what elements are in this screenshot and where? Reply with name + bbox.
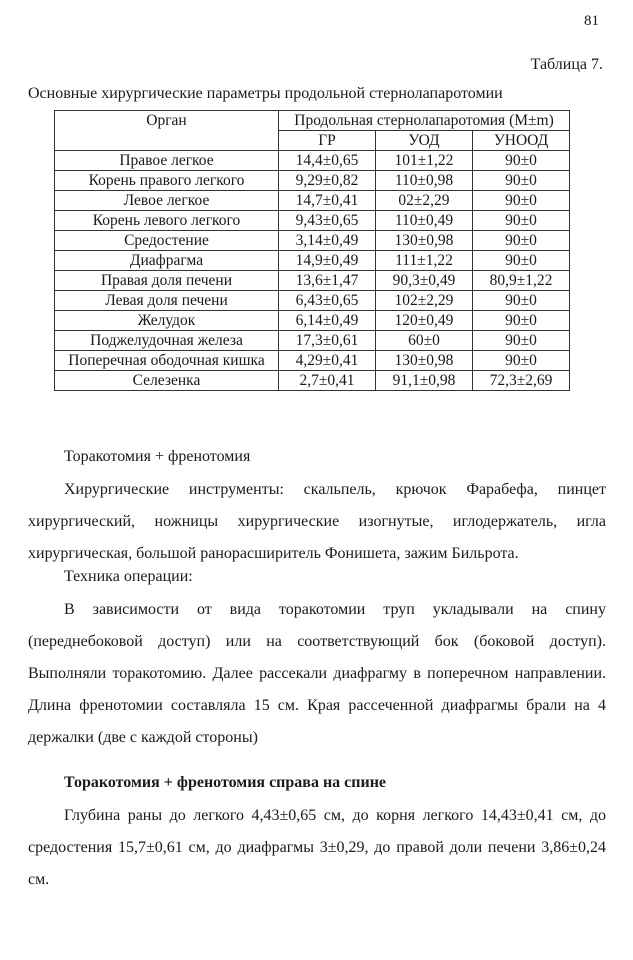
value-cell: 91,1±0,98 — [376, 371, 473, 391]
value-cell: 80,9±1,22 — [473, 271, 570, 291]
value-cell: 6,43±0,65 — [279, 291, 376, 311]
value-cell: 102±2,29 — [376, 291, 473, 311]
value-cell: 90±0 — [473, 231, 570, 251]
table-row — [55, 151, 570, 171]
table-row — [55, 171, 570, 191]
value-cell: 3,14±0,49 — [279, 231, 376, 251]
value-cell: 13,6±1,47 — [279, 271, 376, 291]
value-cell: 90±0 — [473, 151, 570, 171]
value-cell: 6,14±0,49 — [279, 311, 376, 331]
organ-cell: Левое легкое — [55, 191, 279, 211]
surgical-parameters-table — [54, 110, 570, 391]
organ-cell: Поперечная ободочная кишка — [55, 351, 279, 371]
value-cell: 9,43±0,65 — [279, 211, 376, 231]
table-label: Таблица 7. — [530, 56, 603, 73]
table-row — [55, 351, 570, 371]
value-cell: 14,4±0,65 — [279, 151, 376, 171]
organ-column-header: Орган — [55, 111, 279, 151]
table-row — [55, 271, 570, 291]
organ-cell: Поджелудочная железа — [55, 331, 279, 351]
instruments-paragraph: Хирургические инструменты: скальпель, крючок Фарабефа, пинцет хирургический, ножницы хирургические изогнутые, иглодержатель, игла хирургическая, большой ранорасширитель Фонишета, зажим Бильрота. — [28, 481, 606, 562]
value-cell: 90±0 — [473, 351, 570, 371]
table-row — [55, 251, 570, 271]
organ-cell: Корень левого легкого — [55, 211, 279, 231]
organ-cell: Правая доля печени — [55, 271, 279, 291]
value-cell: 02±2,29 — [376, 191, 473, 211]
value-cell: 110±0,98 — [376, 171, 473, 191]
value-cell: 14,9±0,49 — [279, 251, 376, 271]
value-cell: 90±0 — [473, 291, 570, 311]
value-cell: 130±0,98 — [376, 231, 473, 251]
column-header-unood: УНООД — [473, 131, 570, 151]
organ-cell: Средостение — [55, 231, 279, 251]
table-body — [55, 151, 570, 391]
value-cell: 4,29±0,41 — [279, 351, 376, 371]
value-cell: 17,3±0,61 — [279, 331, 376, 351]
technique-label: Техника операции: — [64, 568, 193, 585]
page-number: 81 — [584, 13, 599, 29]
section-title-thoracotomy: Торакотомия + френотомия — [64, 448, 251, 465]
organ-cell: Корень правого легкого — [55, 171, 279, 191]
table-row — [55, 211, 570, 231]
value-cell: 101±1,22 — [376, 151, 473, 171]
column-header-gr: ГР — [279, 131, 376, 151]
column-header-uod: УОД — [376, 131, 473, 151]
value-cell: 90,3±0,49 — [376, 271, 473, 291]
value-cell: 90±0 — [473, 171, 570, 191]
table-caption: Основные хирургические параметры продольной стернолапаротомии — [28, 85, 503, 102]
depth-paragraph: Глубина раны до легкого 4,43±0,65 см, до корня легкого 14,43±0,41 см, до средостения 15,7±0,61 см, до диафрагмы 3±0,29, до правой доли печени 3,86±0,24 см. — [28, 807, 606, 888]
value-cell: 130±0,98 — [376, 351, 473, 371]
value-cell: 90±0 — [473, 211, 570, 231]
technique-paragraph: В зависимости от вида торакотомии труп укладывали на спину (переднебоковой доступ) или на соответствующий бок (боковой доступ). Выполняли торакотомию. Далее рассекали диафрагму в поперечном направлении. Длина френотомии составляла 15 см. Края рассеченной диафрагмы брали на 4 держалки (две с каждой стороны) — [28, 601, 606, 746]
table-row — [55, 191, 570, 211]
value-cell: 111±1,22 — [376, 251, 473, 271]
organ-cell: Селезенка — [55, 371, 279, 391]
value-cell: 120±0,49 — [376, 311, 473, 331]
value-cell: 9,29±0,82 — [279, 171, 376, 191]
table-row — [55, 231, 570, 251]
value-cell: 90±0 — [473, 311, 570, 331]
value-cell: 14,7±0,41 — [279, 191, 376, 211]
method-column-header: Продольная стернолапаротомия (M±m) — [279, 111, 570, 131]
value-cell: 72,3±2,69 — [473, 371, 570, 391]
organ-cell: Диафрагма — [55, 251, 279, 271]
organ-cell: Желудок — [55, 311, 279, 331]
value-cell: 90±0 — [473, 191, 570, 211]
value-cell: 90±0 — [473, 251, 570, 271]
value-cell: 60±0 — [376, 331, 473, 351]
organ-cell: Левая доля печени — [55, 291, 279, 311]
value-cell: 90±0 — [473, 331, 570, 351]
table-row — [55, 331, 570, 351]
table-row — [55, 291, 570, 311]
value-cell: 2,7±0,41 — [279, 371, 376, 391]
table-row — [55, 371, 570, 391]
table-row — [55, 311, 570, 331]
organ-cell: Правое легкое — [55, 151, 279, 171]
value-cell: 110±0,49 — [376, 211, 473, 231]
section-title-right-supine: Торакотомия + френотомия справа на спине — [64, 774, 387, 791]
